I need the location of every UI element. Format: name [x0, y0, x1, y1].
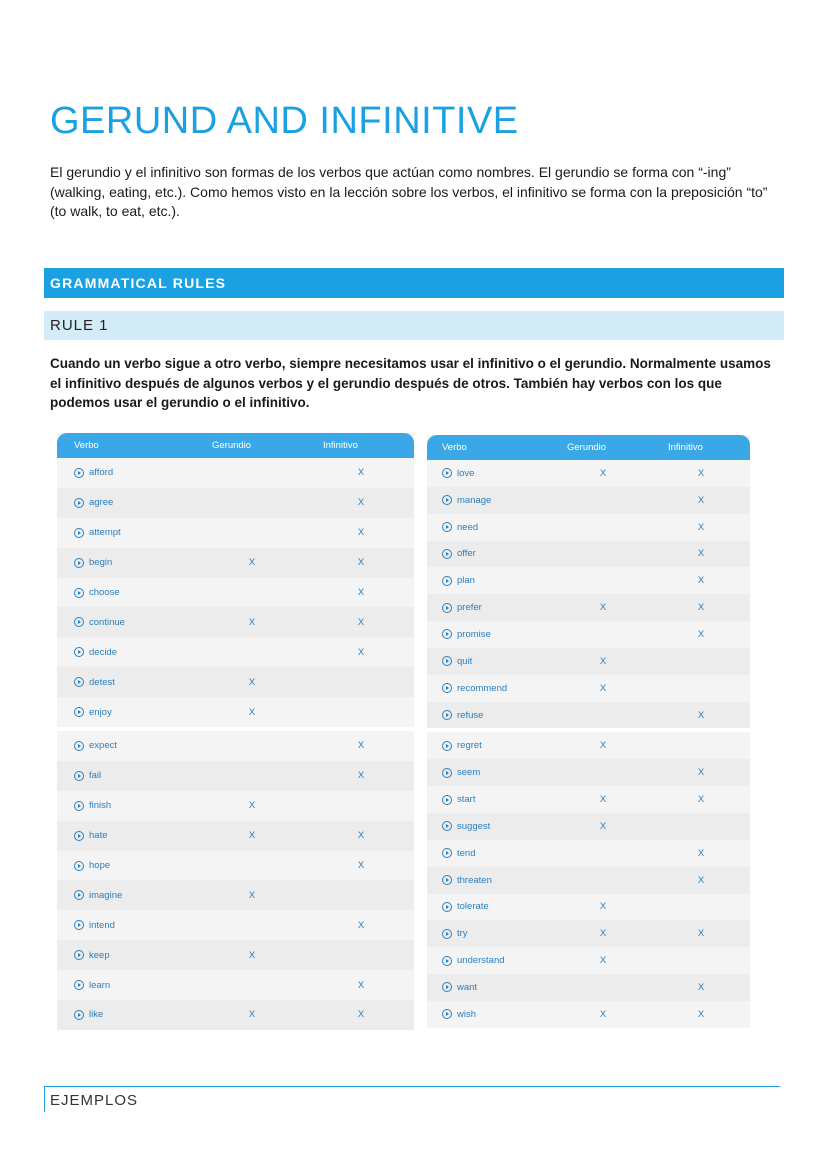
verb-link[interactable]: [442, 840, 476, 867]
table-row: [427, 947, 750, 974]
verb-label: keep: [89, 949, 110, 961]
verb-link[interactable]: [74, 940, 110, 970]
table-row: [57, 637, 414, 667]
section-header-ejemplos: EJEMPLOS: [44, 1086, 780, 1112]
verb-label: love: [457, 467, 475, 479]
verb-label: understand: [457, 955, 505, 967]
verb-link[interactable]: [74, 488, 113, 518]
play-circle-icon: [74, 528, 84, 538]
infinitive-mark: X: [357, 979, 365, 991]
play-circle-icon: [74, 588, 84, 598]
play-circle-icon: [442, 710, 452, 720]
play-circle-icon: [442, 629, 452, 639]
verb-label: refuse: [457, 709, 484, 721]
verb-link[interactable]: [442, 1001, 476, 1028]
infinitive-mark: X: [697, 794, 705, 806]
infinitive-mark: X: [357, 527, 365, 539]
table-row: [57, 821, 414, 851]
verb-link[interactable]: [74, 880, 122, 910]
gerund-mark: X: [599, 602, 607, 614]
verb-link[interactable]: [74, 910, 115, 940]
play-circle-icon: [74, 498, 84, 508]
infinitive-mark: X: [357, 919, 365, 931]
verb-link[interactable]: [442, 460, 474, 487]
infinitive-mark: X: [357, 497, 365, 509]
play-circle-icon: [74, 468, 84, 478]
gerund-mark: X: [599, 820, 607, 832]
verb-label: regret: [457, 740, 482, 752]
table-row: [427, 514, 750, 541]
gerund-mark: X: [599, 740, 607, 752]
verb-label: prefer: [457, 602, 482, 614]
table-header: [427, 435, 750, 460]
verb-label: want: [457, 981, 478, 993]
play-circle-icon: [442, 683, 452, 693]
table-row: [427, 702, 750, 729]
table-row: [427, 920, 750, 947]
table-row: [427, 648, 750, 675]
header-verb: Verbo: [74, 440, 99, 451]
infinitive-mark: X: [357, 557, 365, 569]
verb-link[interactable]: [442, 894, 489, 921]
play-circle-icon: [442, 929, 452, 939]
verb-link[interactable]: [74, 607, 125, 637]
infinitive-mark: X: [357, 1009, 365, 1021]
table-row: [57, 1000, 414, 1030]
verb-link[interactable]: [442, 947, 505, 974]
gerund-mark: X: [599, 1008, 607, 1020]
verb-link[interactable]: [442, 867, 492, 894]
table-row: [57, 851, 414, 881]
table-row: [57, 697, 414, 727]
play-circle-icon: [74, 771, 84, 781]
play-circle-icon: [442, 576, 452, 586]
verb-link[interactable]: [442, 759, 480, 786]
section-header-grammatical-rules: GRAMMATICAL RULES: [44, 268, 784, 298]
table-row: [57, 880, 414, 910]
play-circle-icon: [74, 980, 84, 990]
play-circle-icon: [74, 920, 84, 930]
verb-table-left: [57, 433, 414, 1030]
header-gerund: Gerundio: [567, 442, 607, 453]
table-row: [427, 567, 750, 594]
verb-link[interactable]: [442, 594, 482, 621]
infinitive-mark: X: [357, 770, 365, 782]
play-circle-icon: [442, 741, 452, 751]
table-row: [427, 460, 750, 487]
table-row: [57, 458, 414, 488]
verb-label: begin: [89, 557, 113, 569]
verb-link[interactable]: [74, 697, 112, 727]
table-row: [57, 910, 414, 940]
table-row: [427, 487, 750, 514]
table-row: [427, 894, 750, 921]
verb-link[interactable]: [74, 970, 110, 1000]
infinitive-mark: X: [697, 981, 705, 993]
table-row: [427, 759, 750, 786]
verb-link[interactable]: [74, 518, 121, 548]
table-row: [57, 970, 414, 1000]
table-row: [427, 732, 750, 759]
verb-label: threaten: [457, 874, 492, 886]
gerund-mark: X: [599, 901, 607, 913]
play-circle-icon: [74, 707, 84, 717]
infinitive-mark: X: [357, 616, 365, 628]
play-circle-icon: [442, 821, 452, 831]
verb-label: hope: [89, 860, 111, 872]
play-circle-icon: [74, 647, 84, 657]
verb-link[interactable]: [442, 567, 475, 594]
play-circle-icon: [74, 890, 84, 900]
play-circle-icon: [442, 1009, 452, 1019]
infinitive-mark: X: [697, 548, 705, 560]
table-row: [57, 761, 414, 791]
verb-link[interactable]: [74, 637, 117, 667]
play-circle-icon: [74, 831, 84, 841]
infinitive-mark: X: [697, 467, 705, 479]
gerund-mark: X: [599, 794, 607, 806]
verb-label: afford: [89, 467, 114, 479]
verb-link[interactable]: [74, 791, 111, 821]
verb-label: agree: [89, 497, 114, 509]
table-row: [427, 621, 750, 648]
play-circle-icon: [74, 801, 84, 811]
table-row: [57, 607, 414, 637]
verb-label: decide: [89, 646, 117, 658]
infinitive-mark: X: [697, 521, 705, 533]
verb-link[interactable]: [74, 1000, 103, 1030]
verb-label: recommend: [457, 682, 508, 694]
play-circle-icon: [442, 956, 452, 966]
verb-link[interactable]: [442, 487, 491, 514]
table-row: [427, 786, 750, 813]
infinitive-mark: X: [357, 587, 365, 598]
play-circle-icon: [442, 495, 452, 505]
gerund-mark: X: [248, 800, 256, 812]
gerund-mark: X: [248, 557, 256, 569]
gerund-mark: X: [248, 889, 256, 901]
rule-description: Cuando un verbo sigue a otro verbo, siempre necesitamos usar el infinitivo o el gerundio. Normalmente usamos el infinitivo después de algunos verbos y el gerundio después de otros. También hay verbos con los que podemos usar el gerundio o el infinitivo.: [50, 356, 771, 410]
verb-label: learn: [89, 979, 111, 991]
table-row: [427, 974, 750, 1001]
infinitive-mark: X: [697, 709, 705, 721]
verb-link[interactable]: [74, 667, 115, 697]
table-row: [57, 518, 414, 548]
verb-label: manage: [457, 494, 492, 506]
verb-link[interactable]: [442, 974, 477, 1001]
table-row: [427, 867, 750, 894]
play-circle-icon: [442, 875, 452, 885]
verb-label: tend: [457, 847, 476, 859]
play-circle-icon: [74, 1010, 84, 1020]
rule-header: RULE 1: [44, 311, 784, 340]
verb-link[interactable]: [442, 621, 491, 648]
verb-label: offer: [457, 548, 476, 560]
infinitive-mark: X: [697, 575, 705, 587]
play-circle-icon: [74, 558, 84, 568]
table-header: [57, 433, 414, 458]
gerund-mark: X: [599, 682, 607, 694]
verb-link[interactable]: [442, 813, 490, 840]
verb-label: enjoy: [89, 706, 112, 718]
infinitive-mark: X: [697, 874, 705, 886]
header-verb: Verbo: [442, 442, 467, 453]
verb-label: promise: [457, 628, 491, 640]
verb-label: seem: [457, 767, 481, 779]
verb-link[interactable]: [442, 920, 468, 947]
verb-link[interactable]: [74, 548, 112, 578]
play-circle-icon: [442, 795, 452, 805]
table-row: [427, 1001, 750, 1028]
intro-paragraph: El gerundio y el infinitivo son formas de los verbos que actúan como nombres. El gerundio se forma con “-ing” (walking, eating, etc.). Como hemos visto en la lección sobre los verbos, el infinitivo se forma con la preposición “to” (to walk, to eat, etc.).: [50, 164, 768, 219]
verb-link[interactable]: [74, 458, 113, 488]
infinitive-mark: X: [697, 847, 705, 859]
verb-label: detest: [89, 676, 115, 688]
header-infinitive: Infinitivo: [323, 440, 358, 451]
verb-link[interactable]: [442, 514, 478, 541]
verb-label: attempt: [89, 527, 121, 539]
gerund-mark: X: [248, 830, 256, 842]
verb-link[interactable]: [74, 578, 120, 608]
verb-label: hate: [89, 830, 108, 842]
verb-label: imagine: [89, 889, 123, 901]
verb-label: fail: [89, 770, 102, 782]
play-circle-icon: [74, 741, 84, 751]
verb-label: need: [457, 521, 479, 533]
verb-link[interactable]: [74, 821, 108, 851]
play-circle-icon: [74, 617, 84, 627]
verb-label: intend: [89, 919, 115, 931]
verb-link[interactable]: [74, 851, 110, 881]
infinitive-mark: X: [357, 646, 365, 658]
infinitive-mark: X: [357, 467, 365, 479]
infinitive-mark: X: [697, 602, 705, 614]
verb-label: continue: [89, 616, 125, 628]
verb-link[interactable]: [442, 675, 507, 702]
play-circle-icon: [74, 861, 84, 871]
infinitive-mark: X: [357, 740, 365, 752]
gerund-mark: X: [248, 676, 256, 688]
verb-link[interactable]: [74, 761, 101, 791]
table-row: [427, 675, 750, 702]
table-row: [57, 578, 414, 608]
verb-label: wish: [457, 1008, 477, 1020]
verb-label: expect: [89, 740, 117, 752]
play-circle-icon: [74, 950, 84, 960]
table-row: [427, 594, 750, 621]
play-circle-icon: [442, 549, 452, 559]
infinitive-mark: X: [697, 1008, 705, 1020]
gerund-mark: X: [248, 949, 256, 961]
play-circle-icon: [442, 468, 452, 478]
table-row: [57, 667, 414, 697]
play-circle-icon: [442, 522, 452, 532]
infinitive-mark: X: [697, 628, 705, 640]
verb-label: suggest: [457, 820, 491, 832]
play-circle-icon: [442, 656, 452, 666]
gerund-mark: X: [599, 467, 607, 479]
verb-label: plan: [457, 575, 475, 587]
play-circle-icon: [442, 982, 452, 992]
verb-label: finish: [89, 800, 112, 812]
play-circle-icon: [442, 902, 452, 912]
verb-table-right: [427, 435, 750, 1028]
table-row: [427, 541, 750, 568]
table-row: [57, 548, 414, 578]
header-gerund: Gerundio: [212, 440, 252, 451]
play-circle-icon: [442, 603, 452, 613]
verb-label: tolerate: [457, 901, 489, 913]
table-row: [427, 840, 750, 867]
verb-label: quit: [457, 655, 473, 667]
table-row: [57, 791, 414, 821]
verb-label: start: [457, 794, 476, 806]
play-circle-icon: [442, 848, 452, 858]
gerund-mark: X: [599, 655, 607, 667]
table-row: [57, 488, 414, 518]
infinitive-mark: X: [357, 830, 365, 842]
verb-label: choose: [89, 587, 120, 598]
verb-link[interactable]: [442, 732, 482, 759]
table-row: [427, 813, 750, 840]
infinitive-mark: X: [357, 860, 365, 872]
gerund-mark: X: [599, 928, 607, 940]
gerund-mark: X: [599, 955, 607, 967]
verb-label: like: [89, 1009, 104, 1021]
verb-label: try: [457, 928, 468, 940]
table-row: [57, 731, 414, 761]
infinitive-mark: X: [697, 494, 705, 506]
verb-link[interactable]: [442, 541, 476, 568]
table-row: [57, 940, 414, 970]
gerund-mark: X: [248, 706, 256, 718]
play-circle-icon: [74, 677, 84, 687]
gerund-mark: X: [248, 616, 256, 628]
page-title: GERUND AND INFINITIVE: [50, 100, 519, 142]
infinitive-mark: X: [697, 767, 705, 779]
verb-link[interactable]: [442, 786, 475, 813]
verb-link[interactable]: [74, 731, 117, 761]
verb-link[interactable]: [442, 648, 472, 675]
play-circle-icon: [442, 768, 452, 778]
verb-link[interactable]: [442, 702, 483, 729]
infinitive-mark: X: [697, 928, 705, 940]
gerund-mark: X: [248, 1009, 256, 1021]
header-infinitive: Infinitivo: [668, 442, 703, 453]
